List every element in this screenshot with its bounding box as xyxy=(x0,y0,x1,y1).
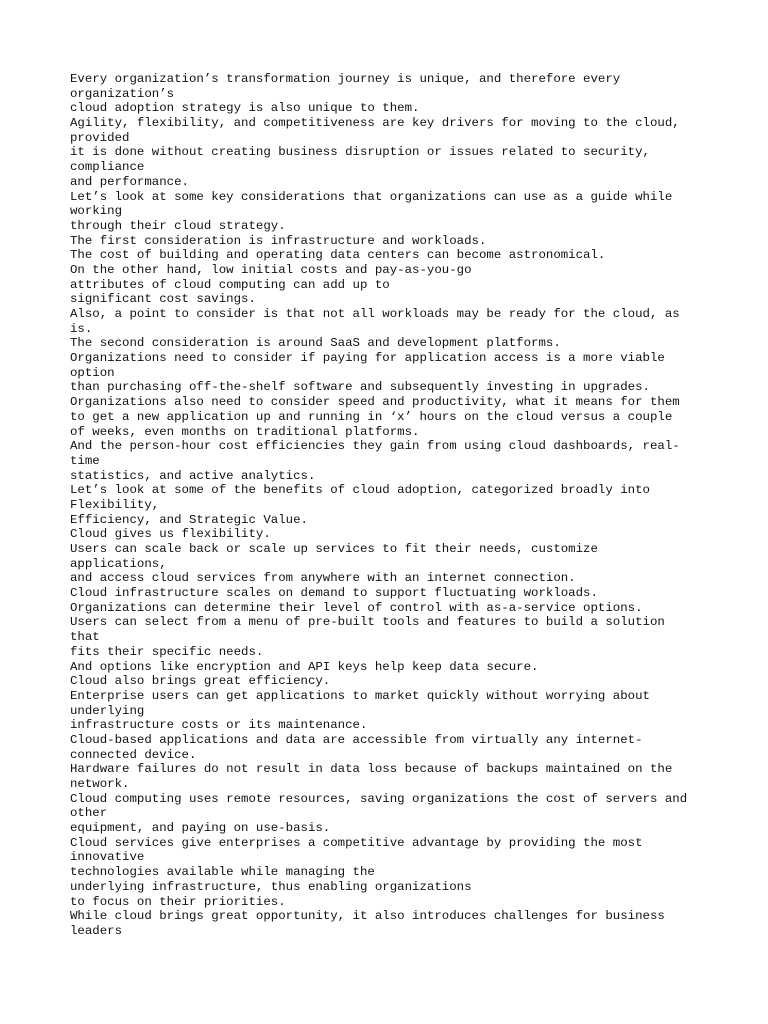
text-line: organization’s xyxy=(70,86,175,101)
text-line: it is done without creating business disruption or issues related to security, xyxy=(70,145,650,160)
text-line: significant cost savings. xyxy=(70,292,256,307)
text-line: and access cloud services from anywhere with an internet connection. xyxy=(70,571,576,586)
text-line: Enterprise users can get applications to market quickly without worrying about xyxy=(70,688,650,703)
text-line: time xyxy=(70,453,100,468)
text-line: Cloud gives us flexibility. xyxy=(70,527,271,542)
document-page xyxy=(70,72,710,939)
text-line: other xyxy=(70,806,108,821)
text-line: connected device. xyxy=(70,747,197,762)
text-line: working xyxy=(70,204,123,219)
text-line: Let’s look at some key considerations that organizations can use as a guide while xyxy=(70,189,673,204)
text-line: that xyxy=(70,630,100,645)
text-line: Cloud also brings great efficiency. xyxy=(70,674,331,689)
text-line: While cloud brings great opportunity, it also introduces challenges for business xyxy=(70,909,665,924)
text-line: Users can scale back or scale up services to fit their needs, customize xyxy=(70,542,598,556)
text-line: than purchasing off-the-shelf software and subsequently investing in upgrades. xyxy=(70,380,650,395)
text-line: technologies available while managing the xyxy=(70,865,375,880)
text-line: infrastructure costs or its maintenance. xyxy=(70,718,368,733)
text-line: through their cloud strategy. xyxy=(70,218,286,233)
text-line: Hardware failures do not result in data loss because of backups maintained on the xyxy=(70,762,673,777)
text-line: underlying xyxy=(70,703,145,718)
text-line: statistics, and active analytics. xyxy=(70,468,316,483)
text-line: Users can select from a menu of pre-built tools and features to build a solution xyxy=(70,615,665,630)
text-line: Every organization’s transformation journey is unique, and therefore every xyxy=(70,72,621,86)
text-line: Cloud services give enterprises a competitive advantage by providing the most xyxy=(70,835,643,850)
text-line: applications, xyxy=(70,556,167,571)
text-line: cloud adoption strategy is also unique to them. xyxy=(70,101,420,116)
text-line: provided xyxy=(70,130,130,145)
text-line: compliance xyxy=(70,160,145,175)
text-line: of weeks, even months on traditional platforms. xyxy=(70,424,420,439)
text-line: Efficiency, and Strategic Value. xyxy=(70,512,308,527)
text-line: Organizations can determine their level of control with as-a-service options. xyxy=(70,600,643,615)
text-line: And options like encryption and API keys help keep data secure. xyxy=(70,659,539,674)
text-line: network. xyxy=(70,777,130,791)
text-line: Cloud infrastructure scales on demand to support fluctuating workloads. xyxy=(70,586,598,601)
text-line: underlying infrastructure, thus enabling organizations xyxy=(70,879,472,894)
text-line: The second consideration is around SaaS and development platforms. xyxy=(70,336,561,351)
text-line: Also, a point to consider is that not all workloads may be ready for the cloud, as xyxy=(70,307,680,321)
text-line: Cloud computing uses remote resources, saving organizations the cost of servers and xyxy=(70,791,688,806)
text-line: leaders xyxy=(70,923,123,938)
text-line: option xyxy=(70,365,115,380)
text-line: Flexibility, xyxy=(70,497,160,512)
text-line: and performance. xyxy=(70,174,189,189)
text-line: to focus on their priorities. xyxy=(70,894,286,909)
text-line: Cloud-based applications and data are accessible from virtually any internet- xyxy=(70,732,643,747)
text-line: Organizations also need to consider speed and productivity, what it means for them xyxy=(70,395,680,410)
text-line: innovative xyxy=(70,850,145,865)
text-line: And the person-hour cost efficiencies they gain from using cloud dashboards, real- xyxy=(70,439,680,454)
text-line: equipment, and paying on use-basis. xyxy=(70,821,331,836)
text-line: Agility, flexibility, and competitiveness are key drivers for moving to the cloud, xyxy=(70,116,680,131)
text-line: Let’s look at some of the benefits of cloud adoption, categorized broadly into xyxy=(70,483,650,498)
text-line: Organizations need to consider if paying for application access is a more viable xyxy=(70,351,665,366)
text-line: attributes of cloud computing can add up to xyxy=(70,277,390,292)
text-line: fits their specific needs. xyxy=(70,644,264,659)
text-line: to get a new application up and running in ‘x’ hours on the cloud versus a couple xyxy=(70,409,673,424)
text-line: The cost of building and operating data centers can become astronomical. xyxy=(70,248,606,263)
text-line: is. xyxy=(70,321,93,336)
text-line: The first consideration is infrastructure and workloads. xyxy=(70,233,487,248)
text-line: On the other hand, low initial costs and pay-as-you-go xyxy=(70,262,472,277)
